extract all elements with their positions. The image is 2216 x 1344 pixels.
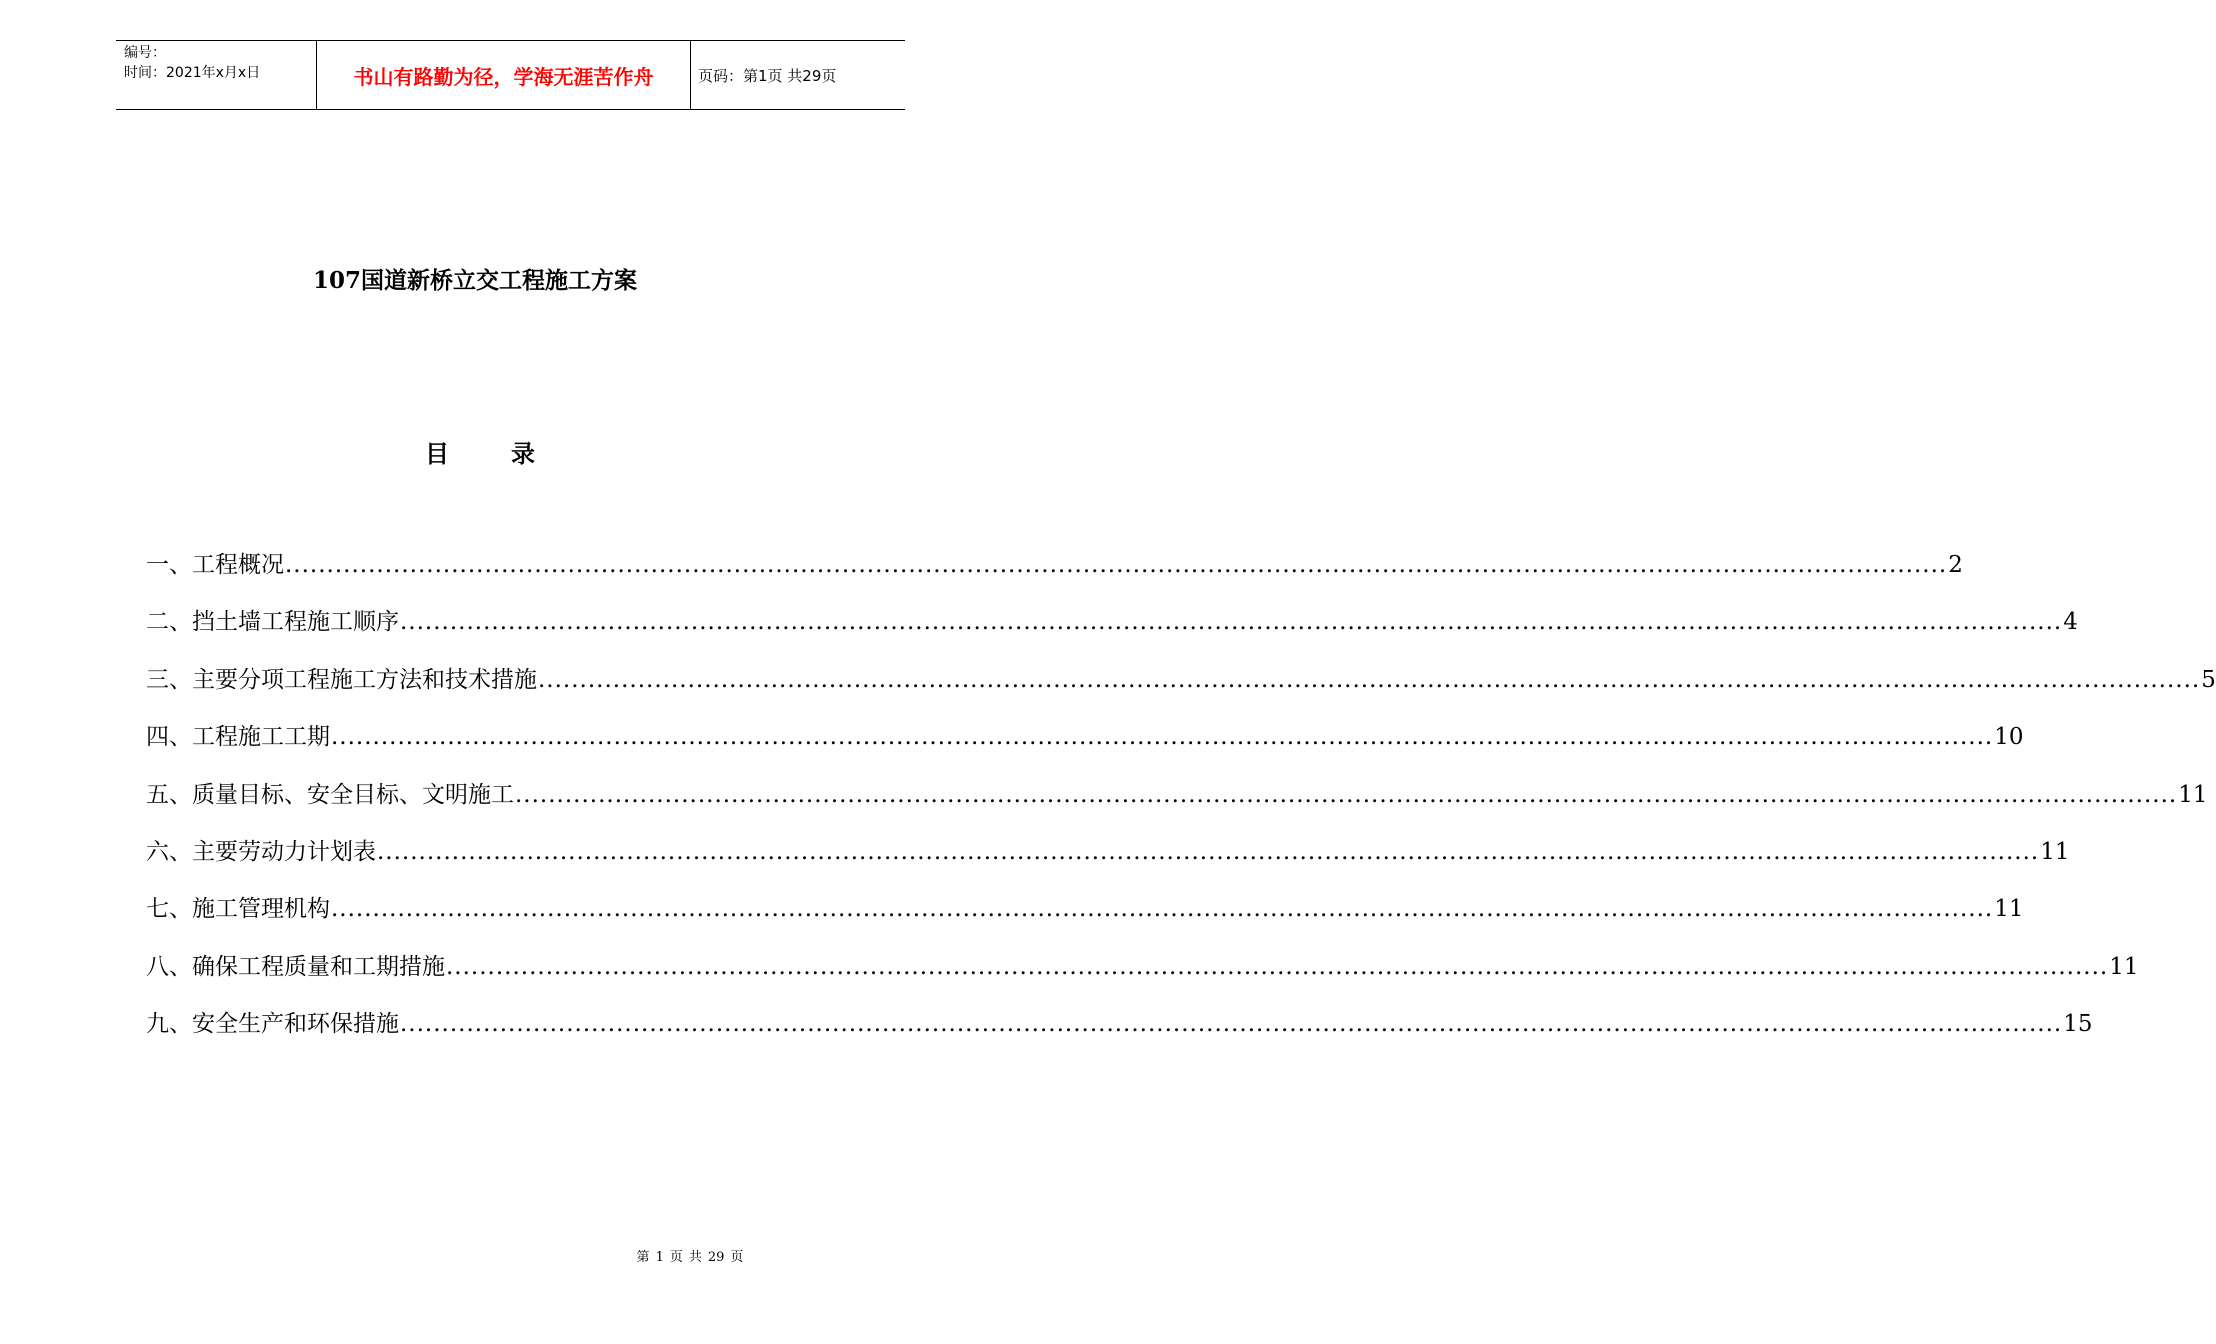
footer-ye2: 页: [730, 1250, 744, 1265]
toc-leader: ........................................................................................................................................................................................................: [400, 1011, 2063, 1038]
toc-leader: ........................................................................................................................................................................................................: [377, 838, 2040, 865]
toc-entry-page: 5: [2201, 666, 2216, 693]
page-header: [116, 40, 905, 110]
toc-entry-title: 九、安全生产和环保措施: [146, 1011, 399, 1038]
toc-leader: ........................................................................................................................................................................................................: [400, 609, 2063, 636]
toc-entry-page: 11: [1994, 896, 2024, 923]
toc-entry[interactable]: [146, 660, 2216, 717]
doc-number-label: 编号：: [124, 45, 166, 61]
toc-entry[interactable]: [146, 717, 2024, 774]
toc-entry-title: 四、工程施工工期: [146, 724, 330, 751]
toc-entry[interactable]: [146, 545, 1963, 602]
toc-entry-title: 五、质量目标、安全目标、文明施工: [146, 781, 514, 808]
toc-leader: ........................................................................................................................................................................................................: [331, 896, 1994, 923]
toc-entry[interactable]: [146, 889, 2024, 946]
toc-entry-title: 六、主要劳动力计划表: [146, 838, 376, 865]
toc-entry-title: 一、工程概况: [146, 552, 284, 578]
toc-heading: 目录: [425, 439, 597, 468]
footer-ye: 页: [669, 1250, 683, 1265]
footer-current-page: 1: [655, 1250, 664, 1265]
toc-entry[interactable]: [146, 602, 2078, 659]
toc-entry[interactable]: [146, 947, 2139, 1004]
footer-gong: 共: [688, 1250, 702, 1265]
footer-total-pages: 29: [707, 1250, 725, 1265]
toc-entry-page: 10: [1994, 724, 2024, 751]
toc-entry-title: 二、挡土墙工程施工顺序: [146, 609, 399, 636]
footer-di: 第: [636, 1250, 650, 1265]
toc-entry[interactable]: [146, 1004, 2093, 1061]
toc-leader: ........................................................................................................................................................................................................: [538, 666, 2201, 693]
toc-leader: ........................................................................................................................................................................................................: [285, 552, 1948, 578]
page-footer: [0, 1246, 1380, 1265]
toc-entry[interactable]: [146, 775, 2208, 832]
toc-entry-title: 七、施工管理机构: [146, 896, 330, 923]
toc-entry-page: 15: [2063, 1011, 2093, 1038]
toc-entry-title: 八、确保工程质量和工期措施: [146, 953, 445, 980]
toc-leader: ........................................................................................................................................................................................................: [331, 724, 1994, 751]
toc-entry-page: 11: [2109, 953, 2139, 980]
header-page-info: 页码：第1页 共29页: [698, 66, 837, 85]
table-of-contents: [146, 545, 2216, 1062]
header-meta: [124, 43, 314, 83]
toc-entry-page: 2: [1948, 552, 1963, 578]
header-motto: 书山有路勤为径，学海无涯苦作舟: [316, 41, 691, 109]
toc-entry[interactable]: [146, 832, 2070, 889]
toc-entry-title: 三、主要分项工程施工方法和技术措施: [146, 666, 537, 693]
doc-time-label: 时间：2021年x月x日: [124, 65, 261, 81]
toc-entry-page: 11: [2178, 781, 2208, 808]
document-title: 107国道新桥立交工程施工方案: [312, 267, 637, 294]
toc-leader: ........................................................................................................................................................................................................: [446, 953, 2109, 980]
toc-entry-page: 11: [2040, 838, 2070, 865]
toc-entry-page: 4: [2063, 609, 2078, 636]
toc-leader: ........................................................................................................................................................................................................: [515, 781, 2178, 808]
